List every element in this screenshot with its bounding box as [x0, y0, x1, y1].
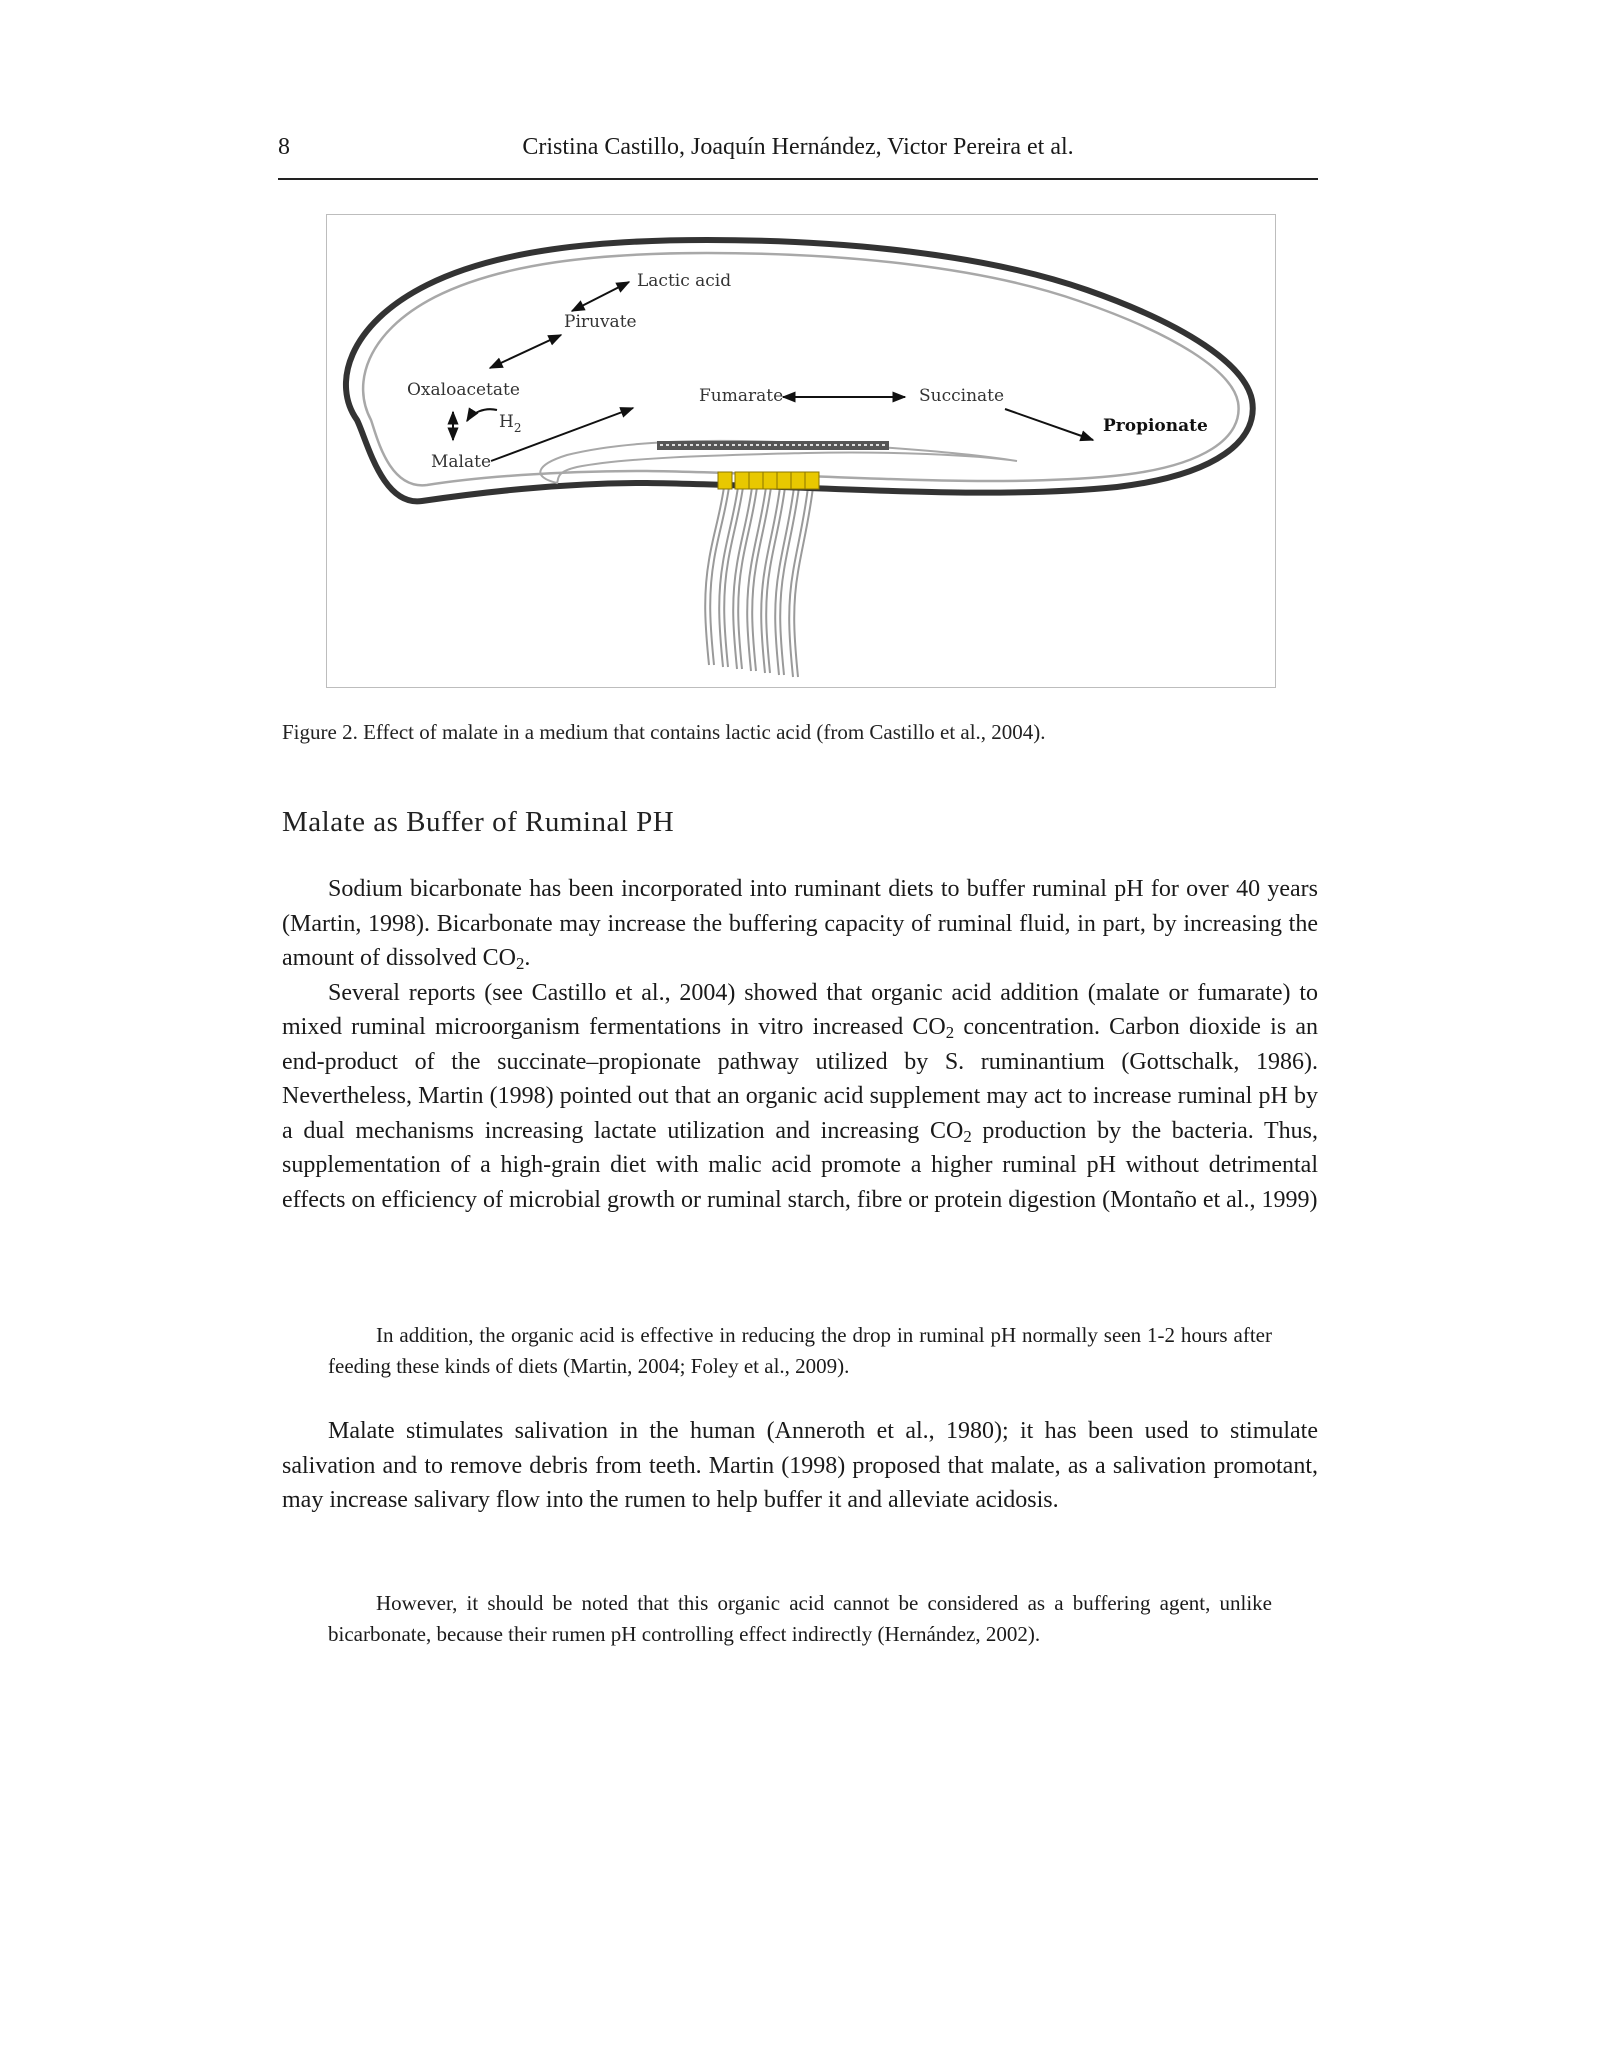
block-quote-2: However, it should be noted that this organic acid cannot be considered as a buffering agent, unlike bicarbonate, because their rumen pH controlling effect indirectly (Hernández, 2002). [328, 1591, 1272, 1646]
section-heading: Malate as Buffer of Ruminal PH [282, 806, 675, 838]
label-malate: Malate [431, 452, 492, 472]
label-fumarate: Fumarate [699, 386, 784, 406]
label-propionate: Propionate [1103, 416, 1208, 436]
flagella [705, 487, 813, 677]
label-piruvate: Piruvate [564, 312, 637, 332]
body-paragraphs-1 [282, 872, 1318, 1217]
paragraph-3: Malate stimulates salivation in the human (Anneroth et al., 1980); it has been used to stimulate salivation and to remove debris from teeth. Martin (1998) proposed that malate, as a salivation promotant, may increase salivary flow into the rumen to help buffer it and alleviate acidosis. [282, 1418, 1318, 1513]
paragraph-1: Sodium bicarbonate has been incorporated into ruminant diets to buffer ruminal pH for over 40 years (Martin, 1998). Bicarbonate may increase the buffering capacity of ruminal fluid, in part, by increasing the amount of dissolved $CO_2$. [282, 876, 1318, 974]
block-quote-1: In addition, the organic acid is effective in reducing the drop in ruminal pH normally seen 1-2 hours after feeding these kinds of diets (Martin, 2004; Foley et al., 2009). [328, 1323, 1272, 1378]
running-head: Cristina Castillo, Joaquín Hernández, Victor Pereira et al. [522, 134, 1074, 160]
page-header [278, 134, 1318, 180]
bacterium-diagram [327, 215, 1277, 689]
label-oxaloacetate: Oxaloacetate [407, 380, 520, 400]
figure-2-frame [326, 214, 1276, 688]
label-lactic-acid: Lactic acid [637, 271, 732, 291]
paragraph-2: Several reports (see Castillo et al., 2004) showed that organic acid addition (malate or fumarate) to mixed ruminal microorganism fermentations in vitro increased $CO_2$ concentration. Carbon dioxide is an end-product of the succinate–propionate pathway utilized by S. ruminantium (Gottschalk, 1986). Nevertheless, Martin (1998) pointed out that an organic acid supplement may act to increase ruminal pH by a dual mechanisms increasing lactate utilization and increasing $CO_2$ production by the bacteria. Thus, supplementation of a high-grain diet with malic acid promote a higher ruminal pH without detrimental effects on efficiency of microbial growth or ruminal starch, fibre or protein digestion (Montaño et al., 1999) [282, 979, 1319, 1213]
body-paragraphs-2 [282, 1414, 1318, 1518]
figure-caption: Figure 2. Effect of malate in a medium that contains lactic acid (from Castillo et al., 2004). [282, 720, 1046, 744]
page-number: 8 [278, 134, 290, 160]
label-succinate: Succinate [919, 386, 1005, 406]
flagellar-motor [657, 441, 889, 450]
label-h2: $H_2$ [499, 412, 522, 435]
